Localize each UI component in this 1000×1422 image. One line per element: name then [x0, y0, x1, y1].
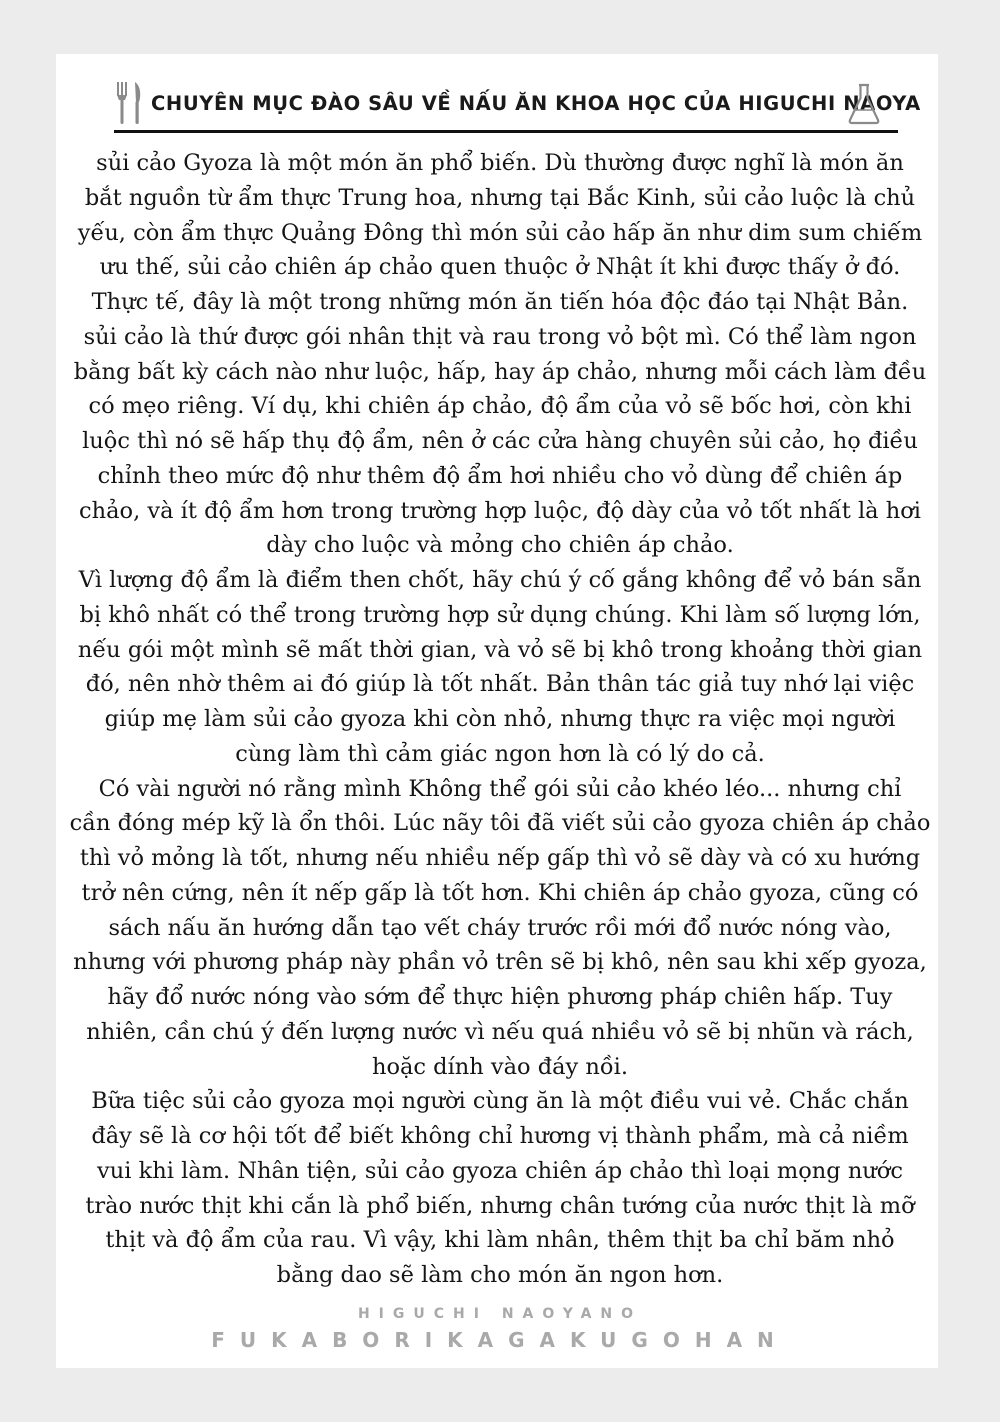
- text-line: cùng làm thì cảm giác ngon hơn là có lý do cả.: [235, 740, 765, 767]
- text-line: bằng dao sẽ làm cho món ăn ngon hơn.: [276, 1262, 724, 1288]
- text-line: bị khô nhất có thể trong trường hợp sử dụng chúng. Khi làm số lượng lớn,: [79, 601, 921, 628]
- text-line: ưu thế, sủi cảo chiên áp chảo quen thuộc ở Nhật ít khi được thấy ở đó.: [99, 254, 901, 281]
- text-line: chỉnh theo mức độ như thêm độ ẩm hơi nhiều cho vỏ dùng để chiên áp: [97, 462, 903, 489]
- text-line: dày cho luộc và mỏng cho chiên áp chảo.: [266, 532, 734, 559]
- paragraph: [66, 1084, 934, 1293]
- text-line: nhiên, cần chú ý đến lượng nước vì nếu quá nhiều vỏ sẽ bị nhũn và rách,: [86, 1018, 914, 1045]
- text-line: trào nước thịt khi cắn là phổ biến, nhưng chân tướng của nước thịt là mỡ: [85, 1192, 915, 1219]
- text-line: Có vài người nó rằng mình Không thể gói sủi cảo khéo léo... nhưng chỉ: [98, 775, 902, 802]
- footer-series-line: FUKABORIKAGAKUGOHAN: [211, 1328, 789, 1352]
- text-line: luộc thì nó sẽ hấp thụ độ ẩm, nên ở các cửa hàng chuyên sủi cảo, họ điều: [82, 428, 918, 454]
- text-line: trở nên cứng, nên ít nếp gấp là tốt hơn. Khi chiên áp chảo gyoza, cũng có: [81, 879, 919, 906]
- text-line: đây sẽ là cơ hội tốt để biết không chỉ hương vị thành phẩm, mà cả niềm: [91, 1123, 909, 1149]
- fork-knife-icon: [114, 78, 146, 126]
- text-line: đó, nên nhờ thêm ai đó giúp là tốt nhất. Bản thân tác giả tuy nhớ lại việc: [85, 671, 915, 698]
- text-line: Vì lượng độ ẩm là điểm then chốt, hãy chú ý cố gắng không để vỏ bán sẵn: [78, 567, 922, 593]
- text-line: vui khi làm. Nhân tiện, sủi cảo gyoza chiên áp chảo thì loại mọng nước: [97, 1157, 903, 1184]
- text-line: có mẹo riêng. Ví dụ, khi chiên áp chảo, độ ẩm của vỏ sẽ bốc hơi, còn khi: [88, 393, 912, 420]
- column-header: [56, 78, 921, 134]
- paragraph: [66, 146, 934, 563]
- text-line: cần đóng mép kỹ là ổn thôi. Lúc nãy tôi đã viết sủi cảo gyoza chiên áp chảo: [69, 810, 931, 837]
- text-line: giúp mẹ làm sủi cảo gyoza khi còn nhỏ, nhưng thực ra việc mọi người: [104, 706, 896, 732]
- paragraph: [66, 563, 934, 772]
- text-line: nếu gói một mình sẽ mất thời gian, và vỏ sẽ bị khô trong khoảng thời gian: [77, 636, 923, 663]
- text-line: thịt và độ ẩm của rau. Vì vậy, khi làm nhân, thêm thịt ba chỉ băm nhỏ: [105, 1227, 895, 1254]
- text-line: sủi cảo là thứ được gói nhân thịt và rau trong vỏ bột mì. Có thể làm ngon: [83, 323, 917, 350]
- text-line: chảo, và ít độ ẩm hơn trong trường hợp luộc, độ dày của vỏ tốt nhất là hơi: [79, 497, 921, 524]
- column-title: CHUYÊN MỤC ĐÀO SÂU VỀ NẤU ĂN KHOA HỌC CỦA HIGUCHI NAOYA: [151, 92, 921, 115]
- text-line: sủi cảo Gyoza là một món ăn phổ biến. Dù thường được nghĩ là món ăn: [96, 150, 904, 176]
- text-line: thì vỏ mỏng là tốt, nhưng nếu nhiều nếp gấp thì vỏ sẽ dày và có xu hướng: [79, 845, 921, 871]
- text-line: yếu, còn ẩm thực Quảng Đông thì món sủi cảo hấp ăn như dim sum chiếm: [77, 219, 923, 246]
- text-line: hãy đổ nước nóng vào sớm để thực hiện phương pháp chiên hấp. Tuy: [107, 984, 893, 1010]
- text-line: bằng bất kỳ cách nào như luộc, hấp, hay áp chảo, nhưng mỗi cách làm đều: [73, 358, 927, 385]
- paragraph: [66, 772, 934, 1085]
- text-line: sách nấu ăn hướng dẫn tạo vết cháy trước rồi mới đổ nước nóng vào,: [108, 914, 892, 941]
- header-rule: [114, 130, 898, 133]
- footer-author-line: HIGUCHI NAOYANO: [357, 1306, 643, 1322]
- flask-icon: [846, 82, 882, 126]
- article-body: [66, 146, 934, 1293]
- text-line: hoặc dính vào đáy nồi.: [371, 1053, 629, 1080]
- text-line: bắt nguồn từ ẩm thực Trung hoa, nhưng tại Bắc Kinh, sủi cảo luộc là chủ: [84, 184, 916, 211]
- text-line: Thực tế, đây là một trong những món ăn tiến hóa độc đáo tại Nhật Bản.: [91, 289, 909, 315]
- text-line: nhưng với phương pháp này phần vỏ trên sẽ bị khô, nên sau khi xếp gyoza,: [73, 949, 927, 976]
- text-line: Bữa tiệc sủi cảo gyoza mọi người cùng ăn là một điều vui vẻ. Chắc chắn: [91, 1088, 909, 1115]
